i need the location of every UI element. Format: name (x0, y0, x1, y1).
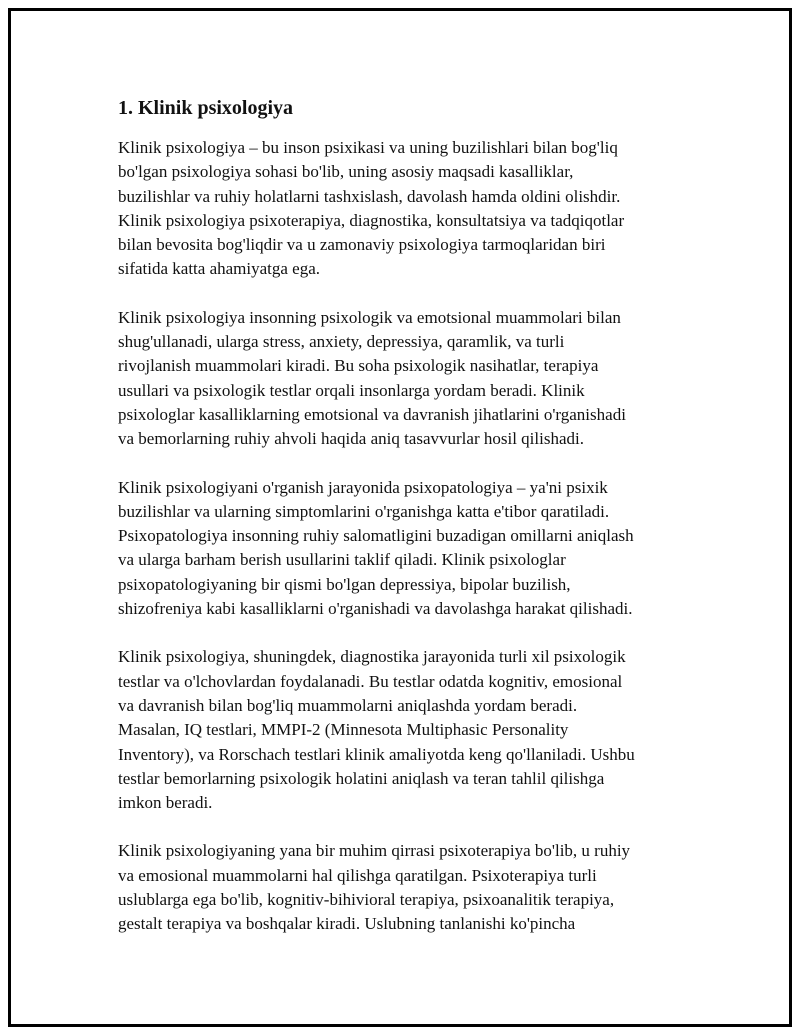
section-heading: 1. Klinik psixologiya (118, 97, 294, 119)
paragraph-1: Klinik psixologiya – bu inson psixikasi va uning buzilishlari bilan bog'liq bo'lgan psixologiya sohasi bo'lib, uning asosiy maqsadi kasalliklar, buzilishlar va ruhiy holatlarni tashxislash, davolash hamda oldini olishdir. Klinik psixologiya psixoterapiya, diagnostika, konsultatsiya va tadqiqotlar bilan bevosita bog'liqdir va u zamonaviy psixologiya tarmoqlaridan biri sifatida katta ahamiyatga ega. (118, 138, 625, 279)
paragraph-2: Klinik psixologiya insonning psixologik va emotsional muammolari bilan shug'ullanadi, ularga stress, anxiety, depressiya, qaramlik, va turli rivojlanish muammolari kiradi. Bu soha psixologik nasihatlar, terapiya usullari va psixologik testlar orqali insonlarga yordam beradi. Klinik psixologlar kasalliklarning emotsional va davranish jihatlarini o'rganishadi va bemorlarning ruhiy ahvoli haqida aniq tasavvurlar hosil qilishadi. (118, 307, 626, 449)
paragraph-3: Klinik psixologiyani o'rganish jarayonida psixopatologiya – ya'ni psixik buzilishlar va ularning simptomlarini o'rganishga katta e'tibor qaratiladi. Psixopatologiya insonning ruhiy salomatligini buzadigan omillarni aniqlash va ularga barham berish usullarini taklif qiladi. Klinik psixologlar psixopatologiyaning bir qismi bo'lgan depressiya, bipolar buzilish, shizofreniya kabi kasalliklarni o'rganishadi va davolashga harakat qilishadi. (118, 477, 634, 619)
paragraph-4: Klinik psixologiya, shuningdek, diagnostika jarayonida turli xil psixologik testlar va o'lchovlardan foydalanadi. Bu testlar odatda kognitiv, emosional va davranish bilan bog'liq muammolarni aniqlashda yordam beradi. Masalan, IQ testlari, MMPI-2 (Minnesota Multiphasic Personality Inventory), va Rorschach testlari klinik amaliyotda keng qo'llaniladi. Ushbu testlar bemorlarning psixologik holatini aniqlash va teran tahlil qilishga imkon beradi. (118, 647, 635, 813)
document-body (118, 94, 683, 961)
paragraph-5: Klinik psixologiyaning yana bir muhim qirrasi psixoterapiya bo'lib, u ruhiy va emosional muammolarni hal qilishga qaratilgan. Psixoterapiya turli uslublarga ega bo'lib, kognitiv-bihivioral terapiya, psixoanalitik terapiya, gestalt terapiya va boshqalar kiradi. Uslubning tanlanishi ko'pincha (118, 841, 631, 934)
